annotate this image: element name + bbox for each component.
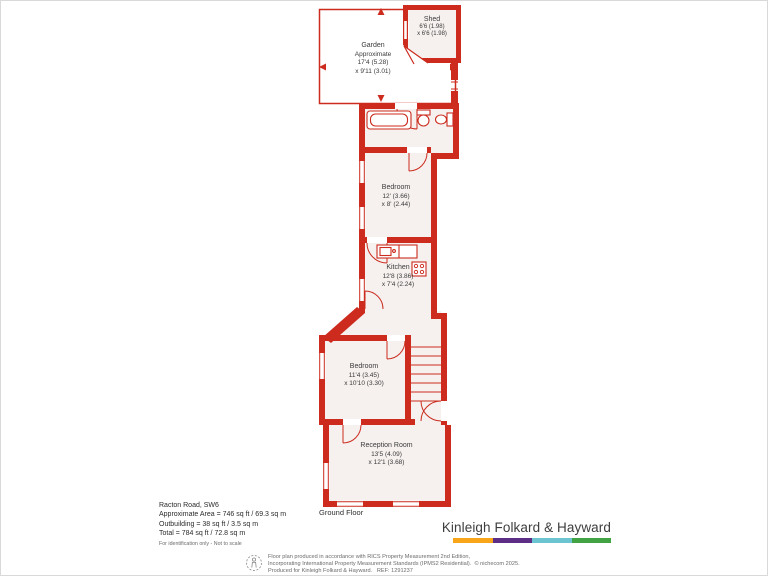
room-dim: 11'4 (3.45) [348,371,380,379]
approximate-area-line: Approximate Area = 746 sq ft / 69.3 sq m [159,511,287,519]
footer-line: Incorporating International Property Measurement Standards (IPMS2 Residential). © nichecom 2025. [268,561,520,568]
room-dim: x 12'1 (3.68) [368,459,405,466]
room-name: Bedroom [381,184,411,191]
bathtub-icon [367,111,411,129]
room-name: Shed [423,16,441,23]
sink-icon [417,110,430,126]
room-dim: 17'4 (5.28) [357,59,389,66]
room-dim: x 7'4 (2.24) [381,281,415,288]
room-name: Reception Room [360,442,413,449]
stripe-segment-purple [493,538,533,543]
scale-disclaimer: For identification only - Not to scale [159,540,242,547]
total-area-line: Total = 784 sq ft / 72.8 sq m [159,530,246,538]
room-dim: 6'6 (1.98) [419,23,445,30]
stripe-segment-teal [532,538,572,543]
room-dim: 12'8 (3.86) [382,272,414,280]
room-dim: x 8' (2.44) [381,201,411,208]
brand-stripe [453,538,611,543]
reception-room-label [339,442,434,468]
bedroom-middle-label [319,363,409,389]
room-dim: 12' (3.66) [382,192,410,200]
kitchen-counter-icon [377,245,417,258]
footer-line: Floor plan produced in accordance with RICS Property Measurement 2nd Edition, [268,554,471,560]
room-dim: x 9'11 (3.01) [355,67,391,75]
kitchen-label [353,264,443,290]
address-line: Racton Road, SW6 [159,502,219,509]
floor-title: Ground Floor [319,508,364,517]
room-name: Kitchen [386,264,410,271]
footer-disclaimer [268,554,520,576]
bedroom-top-label [351,184,441,210]
garden-label [329,42,417,76]
brand-logotype: Kinleigh Folkard & Hayward [441,520,611,535]
room-sub: Approximate [354,50,392,58]
nichecom-logo-icon [245,554,263,572]
room-dim: 13'5 (4.09) [371,450,402,458]
stripe-segment-green [572,538,612,543]
stripe-segment-orange [453,538,493,543]
area-summary [159,501,286,549]
room-name: Bedroom [349,363,379,370]
room-name: Garden [361,42,385,49]
shed-label [400,16,464,39]
room-dim: x 10'10 (3.30) [344,380,384,387]
footer-line: Produced for Kinleigh Folkard & Hayward. REF: 1291237 [268,568,413,575]
room-dim: x 6'6 (1.98) [417,31,447,37]
outbuilding-line: Outbuilding = 38 sq ft / 3.5 sq m [159,520,259,528]
